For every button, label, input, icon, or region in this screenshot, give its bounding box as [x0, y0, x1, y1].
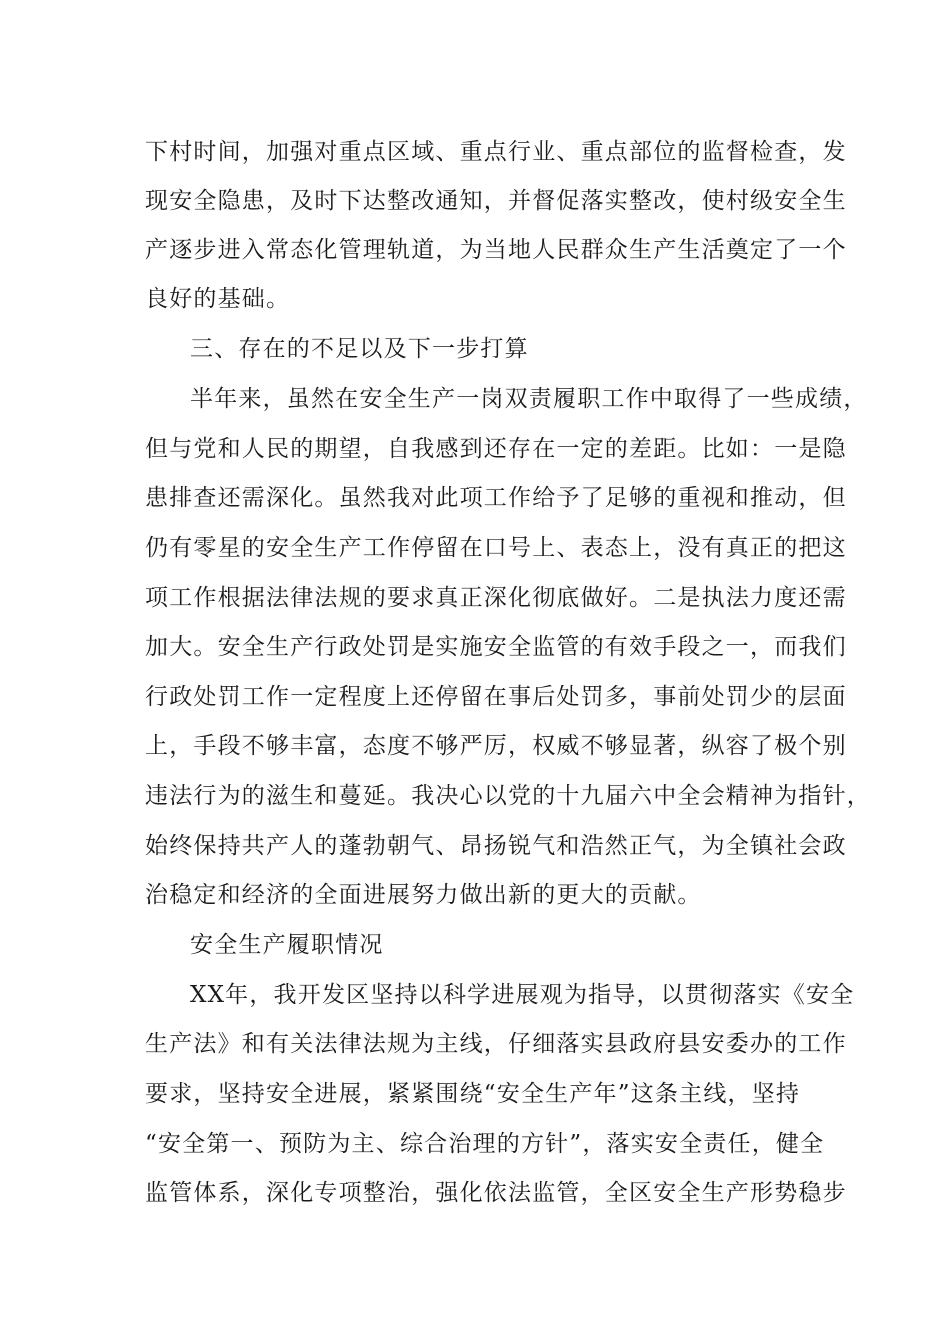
paragraph-2-line-1: 半年来，虽然在安全生产一岗双责履职工作中取得了一些成绩，	[190, 386, 868, 412]
paragraph-3-line-5: 监管体系，深化专项整治，强化依法监管，全区安全生产形势稳步	[145, 1180, 847, 1206]
paragraph-3-line-3: 要求，坚持安全进展，紧紧围绕“安全生产年”这条主线，坚持	[145, 1081, 801, 1107]
section-heading-3: 三、存在的不足以及下一步打算	[190, 336, 529, 362]
paragraph-2-line-11: 治稳定和经济的全面进展努力做出新的更大的贡献。	[145, 882, 702, 908]
paragraph-2-line-3: 患排查还需深化。虽然我对此项工作给予了足够的重视和推动，但	[145, 485, 847, 511]
paragraph-3-line-4: “安全第一、预防为主、综合治理的方针”，落实安全责任，健全	[145, 1131, 825, 1157]
paragraph-2-line-7: 行政处罚工作一定程度上还停留在事后处罚多，事前处罚少的层面	[145, 684, 847, 710]
paragraph-2-line-5: 项工作根据法律法规的要求真正深化彻底做好。二是执法力度还需	[145, 585, 847, 611]
section-title: 安全生产履职情况	[190, 932, 384, 958]
paragraph-2-line-6: 加大。安全生产行政处罚是实施安全监管的有效手段之一，而我们	[145, 634, 847, 660]
paragraph-1-line-2: 现安全隐患，及时下达整改通知，并督促落实整改，使村级安全生	[145, 188, 847, 214]
paragraph-3-line-1: XX年，我开发区坚持以科学进展观为指导，以贯彻落实《安全	[190, 982, 855, 1008]
paragraph-1-line-3: 产逐步进入常态化管理轨道，为当地人民群众生产生活奠定了一个	[145, 237, 847, 263]
paragraph-2-line-10: 始终保持共产人的蓬勃朝气、昂扬锐气和浩然正气，为全镇社会政	[145, 833, 847, 859]
paragraph-1-line-1: 下村时间，加强对重点区域、重点行业、重点部位的监督检查，发	[145, 139, 847, 165]
paragraph-2-line-2: 但与党和人民的期望，自我感到还存在一定的差距。比如：一是隐	[145, 436, 847, 462]
paragraph-1-line-4: 良好的基础。	[145, 286, 291, 312]
paragraph-2-line-9: 违法行为的滋生和蔓延。我决心以党的十九届六中全会精神为指针，	[145, 783, 871, 809]
paragraph-2-line-4: 仍有零星的安全生产工作停留在口号上、表态上，没有真正的把这	[145, 535, 847, 561]
paragraph-3-line-2: 生产法》和有关法律法规为主线，仔细落实县政府县安委办的工作	[145, 1031, 847, 1057]
paragraph-2-line-8: 上，手段不够丰富，态度不够严厉，权威不够显著，纵容了极个别	[145, 733, 847, 759]
